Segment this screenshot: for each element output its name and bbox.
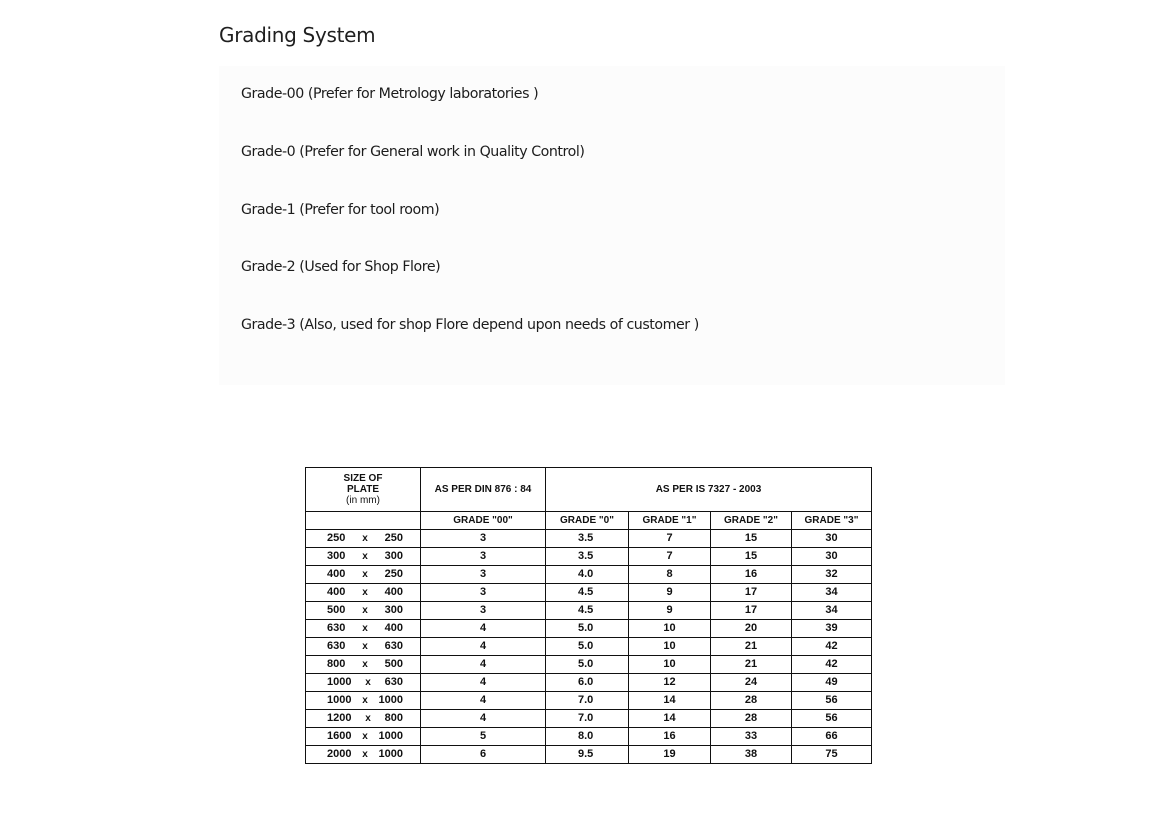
tolerance-value: 3.5 (578, 532, 594, 544)
tolerance-cell-g2: 28 (711, 710, 792, 728)
size-separator: x (362, 641, 368, 652)
table-row (306, 656, 872, 674)
tolerance-cell-g00: 4 (421, 656, 546, 674)
plate-size-cell (306, 620, 421, 638)
table-row (306, 584, 872, 602)
grade-header-0: GRADE "0" (546, 512, 629, 530)
tolerance-cell-g00: 3 (421, 602, 546, 620)
tolerance-cell-g3: 56 (792, 692, 872, 710)
tolerance-cell-g3: 42 (792, 638, 872, 656)
tolerance-cell-g3: 30 (792, 548, 872, 566)
size-separator: x (362, 695, 368, 706)
grade-header-00: GRADE "00" (421, 512, 546, 530)
tolerance-cell-g3: 75 (792, 746, 872, 764)
tolerance-cell-g0 (546, 728, 629, 746)
plate-size-cell (306, 692, 421, 710)
tolerance-value: 8.0 (578, 730, 594, 742)
tolerance-cell-g3: 34 (792, 584, 872, 602)
plate-width: 300 (327, 550, 346, 562)
tolerance-cell-g00: 4 (421, 692, 546, 710)
tolerance-cell-g0 (546, 656, 629, 674)
tolerance-cell-g1: 9 (629, 584, 711, 602)
tolerance-cell-g0 (546, 530, 629, 548)
header-size-line1: SIZE OF (343, 473, 383, 484)
tolerance-cell-g1: 7 (629, 548, 711, 566)
header-size-line2: PLATE (346, 484, 380, 495)
tolerance-cell-g2: 17 (711, 584, 792, 602)
plate-size-cell (306, 746, 421, 764)
table-row (306, 530, 872, 548)
tolerance-cell-g2: 17 (711, 602, 792, 620)
plate-length: 250 (384, 532, 403, 544)
tolerance-cell-g2: 38 (711, 746, 792, 764)
grade-header-row (306, 512, 872, 530)
plate-length: 630 (384, 640, 403, 652)
size-separator: x (362, 749, 368, 760)
grade-item-0: Grade-0 (Prefer for General work in Quality Control) (241, 144, 585, 160)
grade-item-1: Grade-1 (Prefer for tool room) (241, 202, 440, 218)
tolerance-cell-g0 (546, 584, 629, 602)
plate-length: 1000 (378, 748, 403, 760)
plate-width: 1200 (327, 712, 352, 724)
plate-length: 400 (384, 622, 403, 634)
tolerance-value: 5.0 (578, 658, 594, 670)
table-body (306, 530, 872, 764)
plate-size-cell (306, 548, 421, 566)
plate-length: 400 (384, 586, 403, 598)
table-row (306, 692, 872, 710)
plate-width: 800 (327, 658, 346, 670)
table-row (306, 746, 872, 764)
tolerance-cell-g3: 39 (792, 620, 872, 638)
plate-width: 1000 (327, 694, 352, 706)
plate-width: 1600 (327, 730, 352, 742)
flatness-tolerance-table (305, 467, 872, 764)
plate-length: 630 (384, 676, 403, 688)
tolerance-value: 7.0 (578, 694, 594, 706)
header-size-of-plate (306, 468, 421, 512)
table-row (306, 674, 872, 692)
size-separator: x (365, 713, 371, 724)
plate-length: 1000 (378, 694, 403, 706)
size-separator: x (362, 551, 368, 562)
plate-length: 300 (384, 604, 403, 616)
tolerance-value: 5.0 (578, 640, 594, 652)
grade-header-2: GRADE "2" (711, 512, 792, 530)
table-row (306, 566, 872, 584)
grade-list-panel (219, 66, 1005, 385)
size-separator: x (362, 533, 368, 544)
table-row (306, 638, 872, 656)
tolerance-cell-g3: 30 (792, 530, 872, 548)
grade-header-1: GRADE "1" (629, 512, 711, 530)
plate-length: 500 (384, 658, 403, 670)
tolerance-cell-g2: 21 (711, 638, 792, 656)
tolerance-cell-g1: 14 (629, 710, 711, 728)
tolerance-cell-g0 (546, 602, 629, 620)
tolerance-cell-g1: 16 (629, 728, 711, 746)
grade-item-2: Grade-2 (Used for Shop Flore) (241, 259, 441, 275)
tolerance-cell-g1: 19 (629, 746, 711, 764)
tolerance-cell-g00: 3 (421, 548, 546, 566)
tolerance-cell-g00: 3 (421, 530, 546, 548)
tolerance-value: 6.0 (578, 676, 594, 688)
plate-width: 1000 (327, 676, 352, 688)
plate-width: 400 (327, 568, 346, 580)
tolerance-value: 5.0 (578, 622, 594, 634)
tolerance-value: 9.5 (578, 748, 594, 760)
header-din: AS PER DIN 876 : 84 (421, 468, 546, 512)
tolerance-value: 7.0 (578, 712, 594, 724)
tolerance-value: 4.0 (578, 568, 594, 580)
tolerance-cell-g00: 3 (421, 566, 546, 584)
plate-length: 250 (384, 568, 403, 580)
plate-size-cell (306, 584, 421, 602)
tolerance-cell-g0 (546, 692, 629, 710)
size-separator: x (362, 569, 368, 580)
tolerance-cell-g3: 34 (792, 602, 872, 620)
grade-item-3: Grade-3 (Also, used for shop Flore depend upon needs of customer ) (241, 317, 699, 333)
table-row (306, 728, 872, 746)
plate-size-cell (306, 710, 421, 728)
tolerance-cell-g0 (546, 710, 629, 728)
tolerance-cell-g2: 20 (711, 620, 792, 638)
tolerance-cell-g00: 4 (421, 638, 546, 656)
plate-size-cell (306, 602, 421, 620)
tolerance-cell-g3: 49 (792, 674, 872, 692)
table-header-row (306, 468, 872, 512)
plate-width: 630 (327, 640, 346, 652)
table-row (306, 602, 872, 620)
plate-width: 500 (327, 604, 346, 616)
grade-item-00: Grade-00 (Prefer for Metrology laboratories ) (241, 86, 539, 102)
plate-width: 2000 (327, 748, 352, 760)
tolerance-cell-g00: 4 (421, 674, 546, 692)
tolerance-cell-g2: 24 (711, 674, 792, 692)
plate-length: 1000 (378, 730, 403, 742)
size-separator: x (362, 659, 368, 670)
tolerance-cell-g1: 12 (629, 674, 711, 692)
tolerance-cell-g0 (546, 638, 629, 656)
tolerance-cell-g00: 4 (421, 620, 546, 638)
tolerance-cell-g00: 3 (421, 584, 546, 602)
tolerance-cell-g1: 8 (629, 566, 711, 584)
tolerance-cell-g1: 10 (629, 638, 711, 656)
plate-size-cell (306, 656, 421, 674)
size-separator: x (362, 587, 368, 598)
tolerance-cell-g3: 66 (792, 728, 872, 746)
tolerance-value: 4.5 (578, 586, 594, 598)
grade-header-3: GRADE "3" (792, 512, 872, 530)
tolerance-cell-g0 (546, 548, 629, 566)
plate-size-cell (306, 566, 421, 584)
tolerance-cell-g2: 15 (711, 548, 792, 566)
plate-width: 250 (327, 532, 346, 544)
tolerance-cell-g1: 14 (629, 692, 711, 710)
table-row (306, 548, 872, 566)
size-separator: x (362, 623, 368, 634)
plate-width: 400 (327, 586, 346, 598)
tolerance-cell-g0 (546, 566, 629, 584)
plate-size-cell (306, 638, 421, 656)
tolerance-value: 3.5 (578, 550, 594, 562)
plate-size-cell (306, 530, 421, 548)
plate-length: 300 (384, 550, 403, 562)
table-row (306, 710, 872, 728)
tolerance-cell-g1: 10 (629, 620, 711, 638)
tolerance-cell-g00: 6 (421, 746, 546, 764)
plate-size-cell (306, 728, 421, 746)
table-row (306, 620, 872, 638)
tolerance-cell-g3: 42 (792, 656, 872, 674)
tolerance-value: 4.5 (578, 604, 594, 616)
grade-header-empty (306, 512, 421, 530)
tolerance-cell-g2: 21 (711, 656, 792, 674)
tolerance-cell-g3: 56 (792, 710, 872, 728)
tolerance-cell-g1: 9 (629, 602, 711, 620)
size-separator: x (362, 605, 368, 616)
size-separator: x (365, 677, 371, 688)
header-size-line3: (in mm) (346, 495, 380, 506)
tolerance-cell-g00: 4 (421, 710, 546, 728)
tolerance-cell-g00: 5 (421, 728, 546, 746)
size-separator: x (362, 731, 368, 742)
tolerance-cell-g1: 10 (629, 656, 711, 674)
tolerance-cell-g0 (546, 746, 629, 764)
tolerance-cell-g2: 28 (711, 692, 792, 710)
tolerance-cell-g0 (546, 674, 629, 692)
plate-size-cell (306, 674, 421, 692)
tolerance-cell-g0 (546, 620, 629, 638)
tolerance-cell-g2: 15 (711, 530, 792, 548)
plate-length: 800 (384, 712, 403, 724)
plate-width: 630 (327, 622, 346, 634)
tolerance-cell-g3: 32 (792, 566, 872, 584)
tolerance-cell-g1: 7 (629, 530, 711, 548)
page-title: Grading System (219, 23, 376, 47)
header-is: AS PER IS 7327 - 2003 (546, 468, 872, 512)
tolerance-cell-g2: 33 (711, 728, 792, 746)
tolerance-cell-g2: 16 (711, 566, 792, 584)
